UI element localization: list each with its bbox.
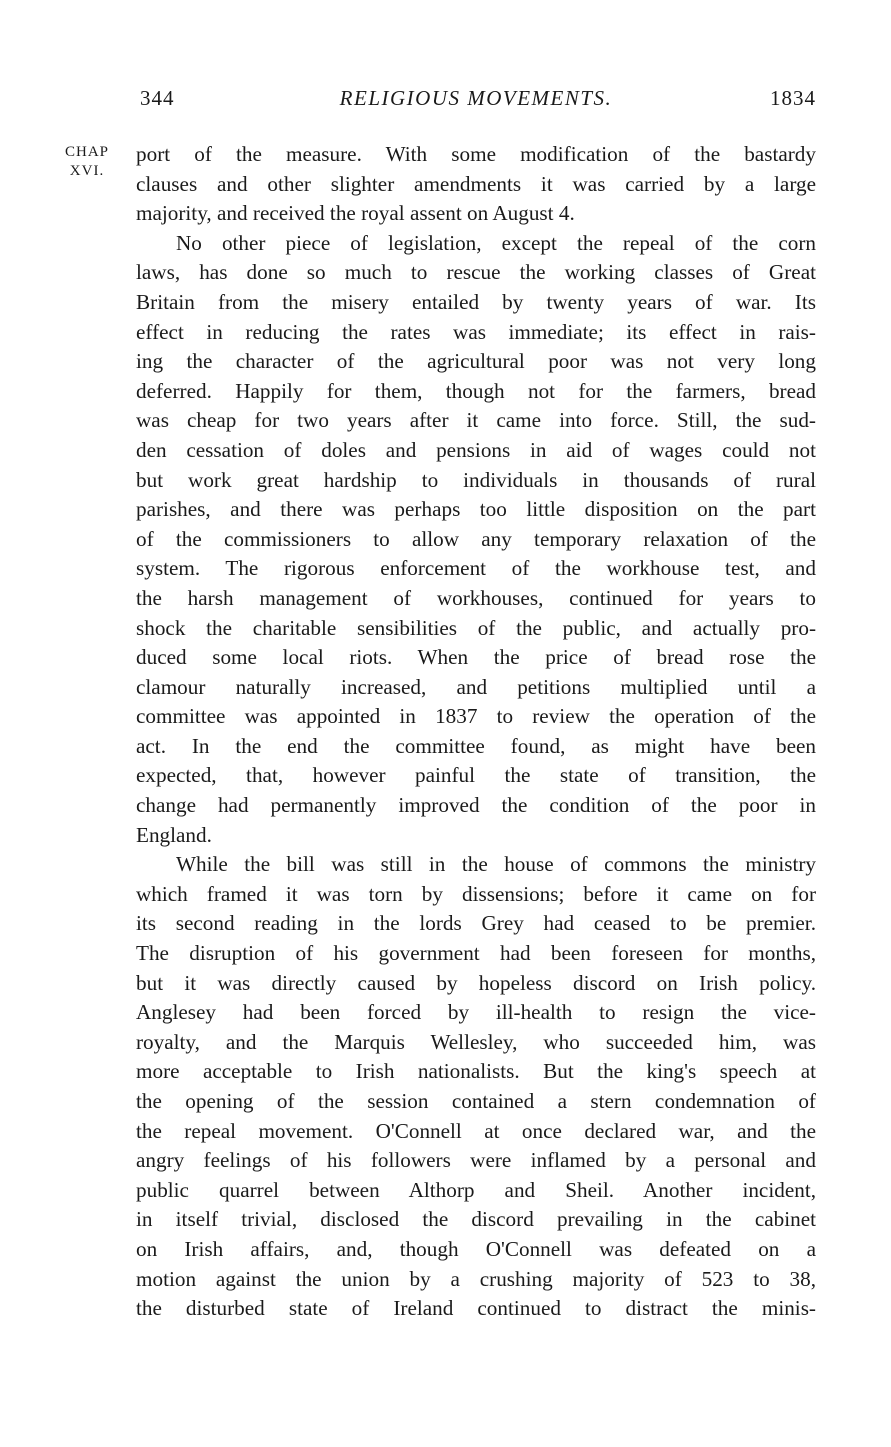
running-year: 1834	[770, 86, 816, 110]
text-line: deferred. Happily for them, though not for the farmers, bread	[136, 378, 816, 403]
text-line: royalty, and the Marquis Wellesley, who succeeded him, was	[136, 1029, 816, 1054]
text-line: change had permanently improved the condition of the poor in	[136, 793, 816, 818]
text-line: the repeal movement. O'Connell at once declared war, and the	[136, 1118, 816, 1143]
text-line: The disruption of his government had been foreseen for months,	[136, 941, 816, 966]
text-line: the opening of the session contained a stern condemnation of	[136, 1089, 816, 1113]
text-line: of the commissioners to allow any temporary relaxation of the	[136, 526, 816, 551]
text-line: port of the measure. With some modification of the bastardy	[136, 142, 816, 166]
text-line: majority, and received the royal assent on August 4.	[136, 201, 575, 226]
text-line: was cheap for two years after it came into force. Still, the sud-	[136, 408, 816, 433]
text-line: shock the charitable sensibilities of the public, and actually pro-	[136, 615, 816, 640]
text-line: parishes, and there was perhaps too little disposition on the part	[136, 497, 816, 522]
margin-note-chap: CHAP	[64, 144, 109, 160]
text-line: While the bill was still in the house of commons the ministry	[176, 852, 816, 877]
text-line: the harsh management of workhouses, continued for years to	[136, 585, 816, 610]
text-line: on Irish affairs, and, though O'Connell was defeated on a	[136, 1236, 816, 1261]
text-line: No other piece of legislation, except the repeal of the corn	[176, 230, 816, 255]
running-title: RELIGIOUS MOVEMENTS.	[339, 86, 613, 110]
text-line: clauses and other slighter amendments it was carried by a large	[136, 171, 816, 196]
text-line: in itself trivial, disclosed the discord prevailing in the cabinet	[136, 1207, 816, 1232]
text-line: its second reading in the lords Grey had ceased to be premier.	[136, 911, 816, 936]
text-line: effect in reducing the rates was immediate; its effect in rais-	[136, 319, 816, 344]
text-line: act. In the end the committee found, as might have been	[136, 733, 816, 758]
text-line: but it was directly caused by hopeless discord on Irish policy.	[136, 970, 816, 995]
text-line: the disturbed state of Ireland continued to distract the minis-	[136, 1296, 816, 1321]
text-line: which framed it was torn by dissensions; before it came on for	[136, 881, 816, 906]
text-line: England.	[136, 822, 212, 847]
text-line: system. The rigorous enforcement of the workhouse test, and	[136, 556, 816, 581]
text-line: den cessation of doles and pensions in aid of wages could not	[136, 437, 816, 462]
text-line: laws, has done so much to rescue the working classes of Great	[136, 260, 816, 285]
chapter-margin-note	[52, 143, 122, 181]
text-line: expected, that, however painful the state of transition, the	[136, 763, 816, 788]
text-line: angry feelings of his followers were inflamed by a personal and	[136, 1148, 816, 1173]
text-line: Britain from the misery entailed by twenty years of war. Its	[136, 289, 816, 314]
text-line: duced some local riots. When the price of bread rose the	[136, 645, 816, 670]
text-line: motion against the union by a crushing majority of 523 to 38,	[136, 1266, 816, 1291]
text-line: clamour naturally increased, and petitions multiplied until a	[136, 674, 816, 699]
text-line: committee was appointed in 1837 to review the operation of the	[136, 704, 816, 729]
text-line: but work great hardship to individuals in thousands of rural	[136, 467, 816, 492]
text-line: Anglesey had been forced by ill-health to resign the vice-	[136, 1000, 816, 1025]
margin-note-number: XVI.	[69, 163, 105, 179]
text-line: public quarrel between Althorp and Sheil. Another incident,	[136, 1177, 816, 1202]
body-text	[136, 140, 816, 1324]
page-number: 344	[140, 86, 175, 110]
text-line: ing the character of the agricultural poor was not very long	[136, 349, 816, 374]
text-line: more acceptable to Irish nationalists. But the king's speech at	[136, 1059, 816, 1084]
running-head	[136, 86, 816, 116]
